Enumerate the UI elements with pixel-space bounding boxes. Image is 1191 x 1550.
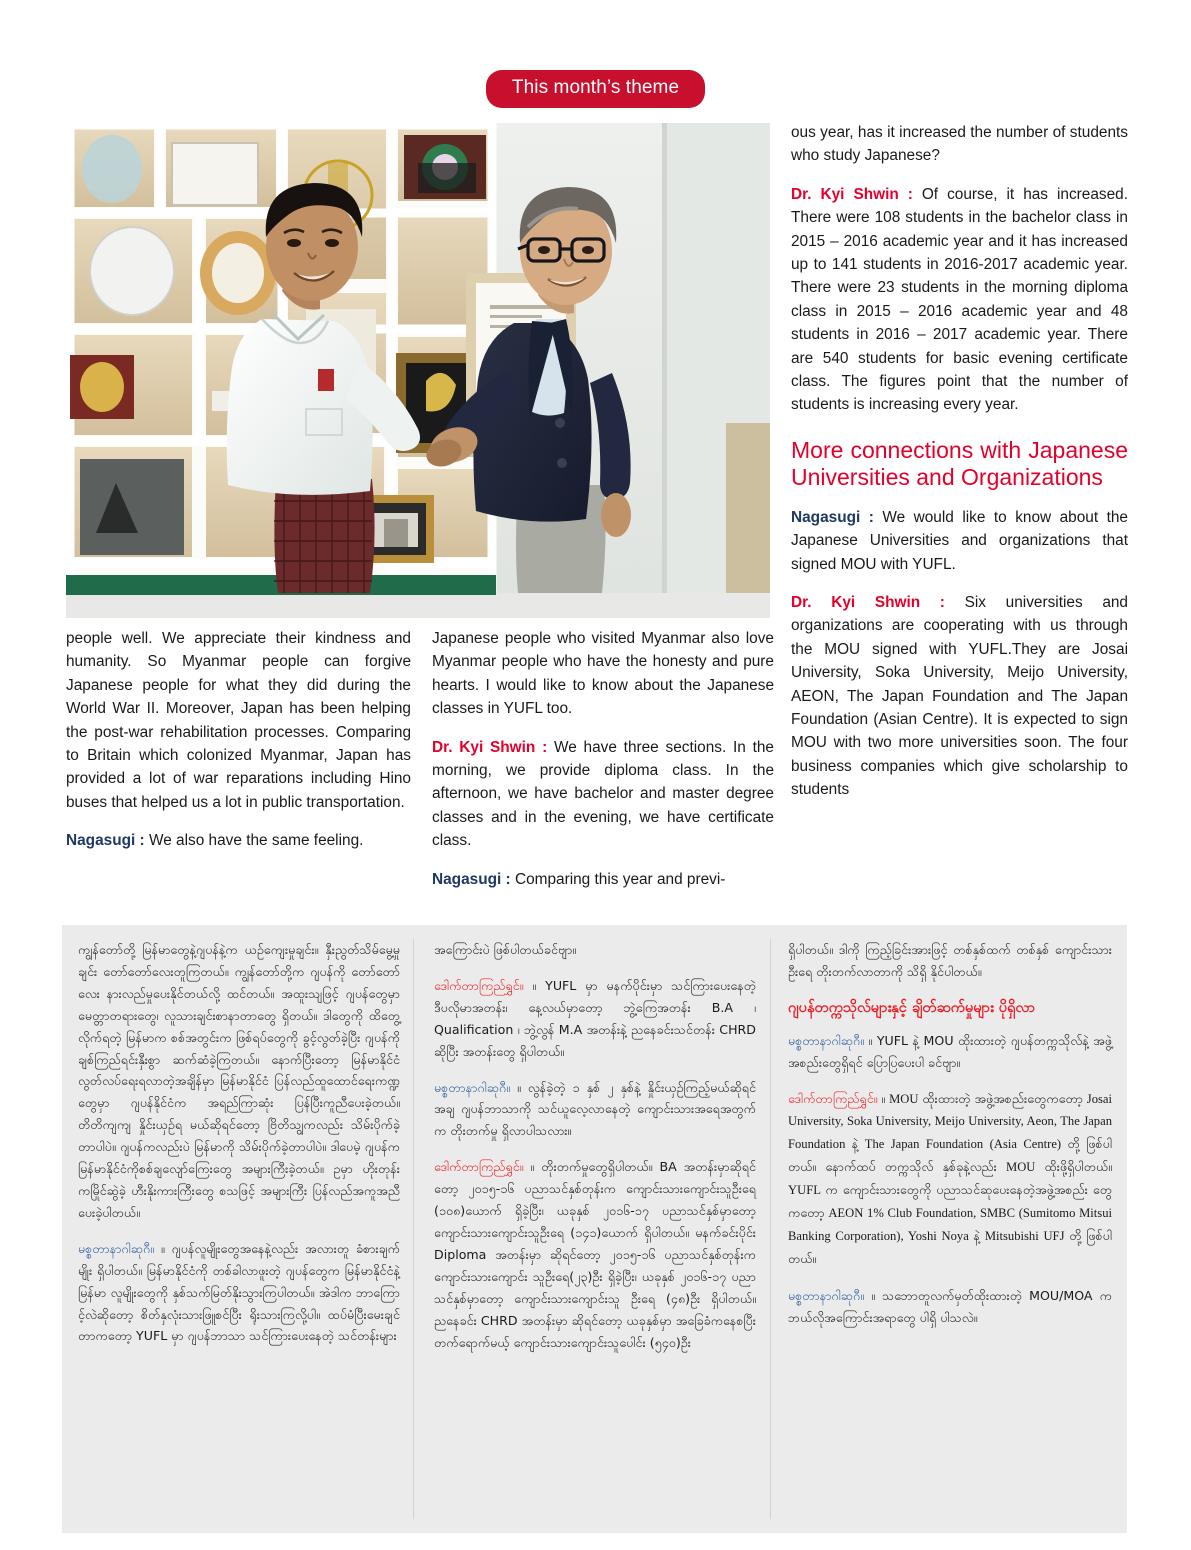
interview-photo [66, 123, 770, 618]
burmese-right-column [788, 939, 1112, 1329]
paragraph [78, 1238, 400, 1348]
paragraph-text: ။ YUFL မှာ မနက်ပိုင်းမှာ သင်ကြားပေးနေတဲ့ ဒီပလိုမာအတန်း၊ နေ့လယ်မှာတော့ ဘွဲ့ကြေအတန်း B.A ၊ Qualification ၊ ဘွဲ့လွန် M.A အတန်းနဲ့ ညနေခင်းသင်တန်း CHRD ဆိုပြီး အတန်းတွေ ရှိပါတယ်။ [434, 977, 756, 1059]
paragraph-text: Of course, it has increased. There were 108 students in the bachelor class in 2015 – 2016 academic year and it has increased up to 141 students in 2016-2017 academic year. There were 23 students in the morning diploma class in 2015 – 2016 academic year and 48 students in 2016 – 2017 academic year. There are 540 students for basic evening certificate class. The figures point that the number of students is increasing every year. [791, 185, 1128, 414]
paragraph [788, 939, 1112, 983]
paragraph [788, 1030, 1112, 1074]
paragraph-text: အကြောင်းပဲ ဖြစ်ပါတယ်ခင်ဗျာ။ [434, 942, 577, 957]
paragraph [788, 1088, 1112, 1271]
paragraph [66, 627, 411, 814]
speaker-label: Nagasugi : [66, 832, 145, 850]
paragraph-text: ။ YUFL နဲ့ MOU ထိုးထားတဲ့ ဂျပန်တက္ကသိုလ်နဲ့ အဖွဲ့အစည်းတွေရှိရင် ပြောပြပေးပါ ခင်ဗျာ။ [788, 1032, 1112, 1070]
paragraph [434, 1077, 756, 1143]
paragraph-text: people well. We appreciate their kindness and humanity. So Myanmar people can forgive Japanese people for what they did during the World War II. Moreover, Japan has been helping the post-war rehabilitation processes. Comparing to Britain which colonized Myanmar, Japan has provided a lot of war reparations including Hino buses that helped us a lot in public transportation. [66, 630, 411, 811]
paragraph-text: Comparing this year and previ- [510, 870, 726, 888]
paragraph-text: ။ ဂျပန်လူမျိုးတွေအနေနဲ့လည်း အလားတူ ခံစားချက်မျိုး ရှိပါတယ်။ မြန်မာနိုင်ငံကို တစ်ခါလာဖူးတဲ့ ဂျပန်တွေက မြန်မာနိုင်ငံနဲ့ မြန်မာ လူမျိုးတွေကို နှစ်သက်မြတ်နိုးသွားကြပါတယ်။ အဲဒါက ဘာကြောင့်လဲဆိုတော့ စိတ်နှလုံးသားဖြူစင်ပြီး ရိုးသားကြလို့ပါ။ ထပ်မံပြီးမေးချင်တာကတော့ YUFL မှာ ဂျပန်ဘာသာ သင်ကြားပေးနေတဲ့ သင်တန်းများ [78, 1240, 400, 1344]
paragraph-text: ။ တိုးတက်မှုတွေရှိပါတယ်။ BA အတန်းမှာဆိုရင်တော့ ၂၀၁၅-၁၆ ပညာသင်နှစ်တုန်းက ကျောင်းသားကျောင်းသူဦးရေ (၁၀၈)ယောက် ရှိခဲ့ပြီး၊ ယခုနှစ် ၂၀၁၆-၁၇ ပညာသင်နှစ်မှာတော့ ကျောင်းသားကျောင်းသူဦးရေ (၁၄၁)ယောက် ရှိပါတယ်။ မနက်ခင်းပိုင်း Diploma အတန်းမှာ ဆိုရင်တော့ ၂၀၁၅-၁၆ ပညာသင်နှစ်တုန်းက ကျောင်းသားကျောင်း သူဦးရေ(၂၃)ဦး ရှိခဲ့ပြီး၊ ယခုနှစ် ၂၀၁၆-၁၇ ပညာ သင်နှစ်မှာတော့ ကျောင်းသားကျောင်းသူ ဦးရေ (၄၈)ဦး ရှိပါတယ်။ ညနေခင်း CHRD အတန်းမှာ ဆိုရင်တော့ ယခုနှစ်မှာ အခြေခံကနေစပြီး တက်ရောက်မယ့် ကျောင်းသားကျောင်းသူပေါင်း (၅၄၀)ဦး [434, 1159, 756, 1350]
column-divider [770, 939, 771, 1519]
paragraph-text: Japanese people who visited Myanmar also love Myanmar people who have the honesty and pure hearts. I would like to know about the Japanese classes in YUFL too. [432, 630, 774, 718]
paragraph [791, 591, 1128, 802]
speaker-label: ဒေါက်တာကြည်ရွှင်။ [788, 1090, 878, 1106]
paragraph-text: ။ သဘောတူလက်မှတ်ထိုးထားတဲ့ MOU/MOA က ဘယ်လိုအကြောင်းအရာတွေ ပါရှိ ပါသလဲ။ [788, 1287, 1112, 1325]
paragraph [434, 1156, 756, 1353]
speaker-label: မစ္စတာနာဂါဆုဂီ။ [78, 1240, 154, 1256]
paragraph-text: ။ လွန်ခဲ့တဲ့ ၁ နှစ် ၂ နှစ်နဲ့ နှိုင်းယှဥ်ကြည့်မယ်ဆိုရင် အချ ဂျပန်ဘာသာကို သင်ယူလေ့လာနေတဲ့ ကျောင်းသားအရေအတွက်က တိုးတက်မှု ရှိလာပါသလား။ [434, 1079, 756, 1139]
paragraph [66, 829, 411, 852]
paragraph [434, 939, 756, 961]
english-middle-column [432, 627, 774, 891]
english-left-column [66, 627, 411, 853]
paragraph [791, 121, 1128, 168]
speaker-label: ဒေါက်တာကြည်ရွှင်။ [434, 977, 524, 993]
theme-badge: This month’s theme [486, 70, 705, 108]
paragraph [788, 1285, 1112, 1329]
paragraph-text: We also have the same feeling. [144, 832, 364, 850]
paragraph-text: ။ MOU ထိုးထားတဲ့ အဖွဲ့အစည်းတွေကတော့ Josai University, Soka University, Meijo University, Aeon, The Japan Foundation နဲ့ The Japan Foundation (Asia Centre) တို့ ဖြစ်ပါတယ်။ နောက်ထပ် တက္ကသိုလ် နှစ်ခုနဲ့လည်း MOU ထိုးဖို့ရှိပါတယ်။ YUFL က ကျောင်းသားတွေကို ပညာသင်ဆုပေးနေတဲ့အဖွဲ့အစည်း တွေကတော့ AEON 1% Club Foundation, SMBC (Sumitomo Mitsui Banking Corporation), Yoshi Noya နဲ့ Mitsubishi UFJ တို့ ဖြစ်ပါ တယ်။ [788, 1091, 1112, 1266]
speaker-label: မစ္စတာနာဂါဆုဂီ။ [788, 1287, 864, 1303]
speaker-label: Dr. Kyi Shwin : [791, 185, 913, 203]
paragraph [432, 868, 774, 891]
paragraph-text: We would like to know about the Japanese Universities and organizations that signed MOU with YUFL. [791, 508, 1128, 573]
theme-badge-row [0, 70, 1191, 108]
paragraph [432, 736, 774, 853]
speaker-label: Dr. Kyi Shwin : [791, 593, 945, 611]
burmese-panel [62, 925, 1127, 1533]
burmese-section-heading: ဂျပန်တက္ကသိုလ်များနှင့် ချိတ်ဆက်မှုများ ပိုရှိလာ [788, 998, 1036, 1016]
speaker-label: Nagasugi : [791, 508, 874, 526]
photo-illustration [66, 123, 770, 618]
paragraph-text: ရှိပါတယ်။ ဒါကို ကြည့်ခြင်းအားဖြင့် တစ်နှစ်ထက် တစ်နှစ် ကျောင်းသားဦးရေ တိုးတက်လာတာကို သိရှိ နိုင်ပါတယ်။ [788, 942, 1112, 979]
paragraph [791, 183, 1128, 417]
paragraph-text: ကျွန်တော်တို့ မြန်မာတွေနဲ့ဂျပန်နဲ့က ယဥ်ကျေးမှုချင်း။ နှီးညွတ်သိမ်မွေ့မှုချင်း တော်တော်လေးတူကြတယ်။ ကျွန်တော်တို့က ဂျပန်ကို တော်တော်လေး နားလည်မှုပေးနိုင်တယ်လို့ ထင်တယ်။ အထူးသျဖြင့် ဂျပန်တွေမှာ မေတ္တာတရားတွေ၊ လူသားချင်းစာနာတာတွေ ရှိတယ်။ ဒါတွေကို ထိတွေ့လိုက်ရတဲ့ မြန်မာက စစ်အတွင်းက ဖြစ်ရပ်တွေကို ခွင့်လွတ်ခဲ့ပြီး ဂျပန်ကို ချစ်ကြည်ရင်းနှီးစွာ ဆက်ဆံခဲ့ကြတယ်။ နောက်ပြီးတော့ မြန်မာနိုင်ငံ လွတ်လပ်ရေးရလာတဲ့အချိန်မှာ မြန်မာနိုင်ငံ ပြန်လည်ထူထောင်ရေးကဏ္ဍတွေမှာ ဂျပန်နိုင်ငံက အရည်ကြာဆုံး ပြန်ပြီးကူညီပေးခဲ့တယ်။ တိတိကျကျ နှိုင်းယှဥ်ရ မယ်ဆိုရင်တော့ ဗြိတိသျွကလည်း သိမ်းပိုက်ခဲ့တာပါပဲ။ ဂျပန်ကလည်းပဲ မြန်မာကို သိမ်းပိုက်ခဲ့တာပါပဲ။ ဒါပေမဲ့ ဂျပန်က မြန်မာနိုင်ငံကိုစစ်ချလျော်ကြေးတွေ အများကြီးခဲ့တယ်။ ဥမှာ ဟိုးတုန်းကမြိုင်ဆွဲခဲ့ ဟီးနိုးကားကြီးတွေ စသဖြင့် အများကြီး ပြန်လည်အကူအညီပေးခဲ့ပါတယ်။ [78, 942, 400, 1220]
paragraph [434, 975, 756, 1063]
paragraph-text: Six universities and organizations are cooperating with us through the MOU signed with YUFL.They are Josai University, Soka University, Meijo University, AEON, The Japan Foundation and The Japan Foundation (Asian Centre). It is expected to sign MOU with two more universities soon. The four business companies which give scholarship to students [791, 593, 1128, 799]
speaker-label: မစ္စတာနာဂါဆုဂီ။ [788, 1032, 864, 1048]
section-heading: More connections with Japanese Universities and Organizations [791, 436, 1128, 490]
speaker-label: Nagasugi : [432, 870, 511, 888]
burmese-left-column [78, 939, 400, 1347]
column-divider [413, 939, 414, 1519]
english-right-column [791, 121, 1128, 802]
paragraph [78, 939, 400, 1224]
speaker-label: မစ္စတာနာဂါဆုဂီ။ [434, 1079, 510, 1095]
paragraph [791, 506, 1128, 576]
speaker-label: Dr. Kyi Shwin : [432, 738, 548, 756]
paragraph-text: We have three sections. In the morning, we provide diploma class. In the afternoon, we have bachelor and master degree classes and in the evening, we have certificate class. [432, 738, 774, 850]
paragraph-text: ous year, has it increased the number of students who study Japanese? [791, 124, 1128, 165]
speaker-label: ဒေါက်တာကြည်ရွှင်။ [434, 1159, 524, 1175]
burmese-middle-column [434, 939, 756, 1353]
paragraph [432, 627, 774, 721]
